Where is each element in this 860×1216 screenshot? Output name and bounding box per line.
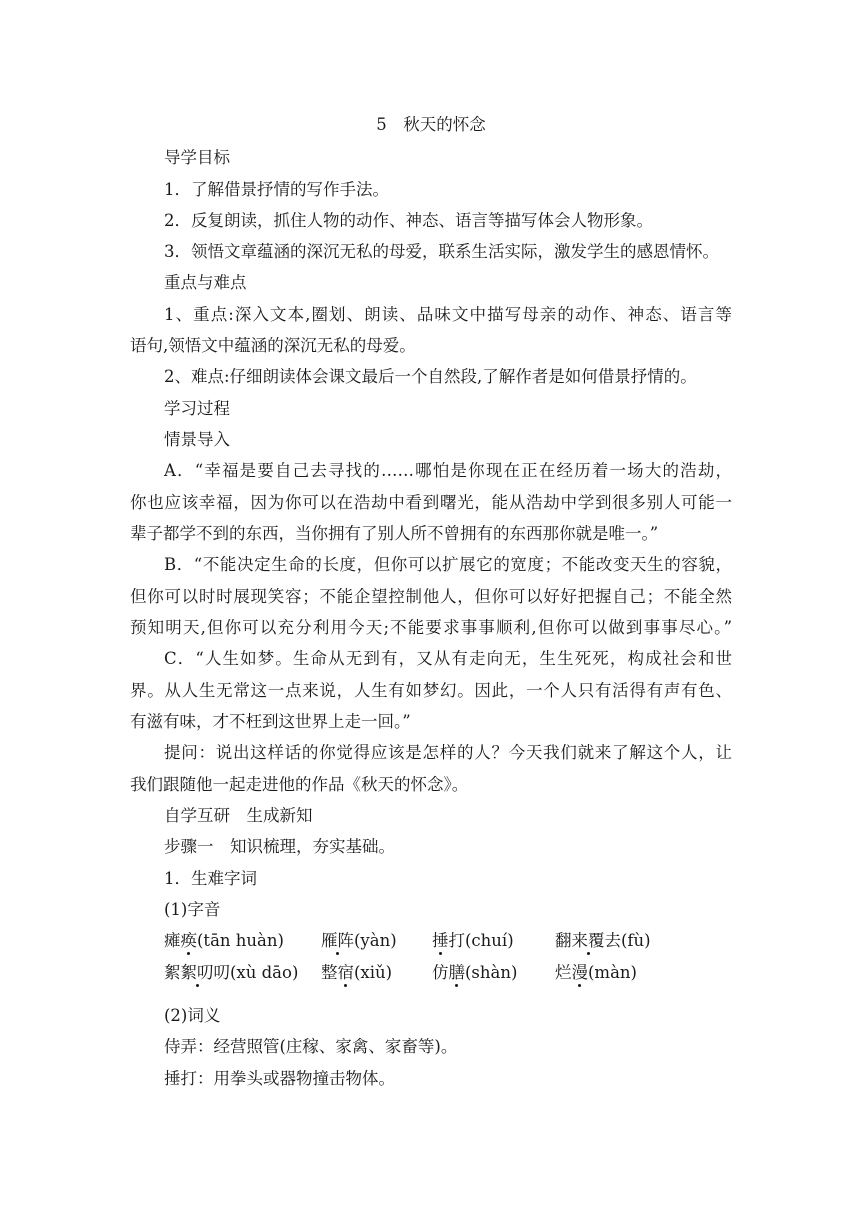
pinyin: (fù) <box>621 931 651 950</box>
pinyin: (tān huàn) <box>197 931 284 950</box>
quote-a-line2: 你也应该幸福，因为你可以在浩劫中看到曙光，能从浩劫中学到很多别人可能一 <box>130 493 732 512</box>
dotted-char: 漫 <box>571 963 588 982</box>
pinyin: (màn) <box>588 963 637 982</box>
word-text: 烂 <box>555 963 572 982</box>
pron-word-6 <box>321 963 392 983</box>
step-one-heading: 步骤一 知识梳理，夯实基础。 <box>164 837 395 856</box>
quote-a-line3: 辈子都学不到的东西，当你拥有了别人所不曾拥有的东西那你就是唯一。” <box>130 524 659 543</box>
word-text: 翻来 <box>555 931 588 950</box>
word-text: 阵 <box>337 931 354 950</box>
goal-item-3: 3．领悟文章蕴涵的深沉无私的母爱，联系生活实际，激发学生的感恩情怀。 <box>164 242 719 261</box>
meaning-item-1: 侍弄：经营照管(庄稼、家禽、家畜等)。 <box>164 1037 458 1056</box>
quote-c-line1: C．“人生如梦。生命从无到有，又从有走向无，生生死死，构成社会和世 <box>164 649 732 668</box>
dotted-char: 捶 <box>432 931 449 950</box>
page-title: 5 秋天的怀念 <box>376 115 486 134</box>
section-heading-process: 学习过程 <box>164 399 230 418</box>
pron-word-5 <box>164 963 298 983</box>
word-text: 叨叨 <box>197 963 230 982</box>
pronunciation-heading: (1)字音 <box>164 900 221 919</box>
word-text: 雁 <box>321 931 338 950</box>
meaning-heading: (2)词义 <box>164 1006 221 1025</box>
section-heading-intro: 情景导入 <box>164 430 230 449</box>
key-point-1-line2: 语句,领悟文中蕴涵的深沉无私的母爱。 <box>130 336 416 355</box>
quote-c-line2: 界。从人生无常这一点来说，人生有如梦幻。因此，一个人只有活得有声有色、 <box>130 681 732 700</box>
dotted-char: 痪 <box>180 931 197 950</box>
word-text: 覆去 <box>588 931 621 950</box>
goal-item-1: 1．了解借景抒情的写作手法。 <box>164 180 389 199</box>
words-heading: 1．生难字词 <box>164 869 257 888</box>
quote-b-line3: 预知明天,但你可以充分利用今天;不能要求事事顺利,但你可以做到事事尽心。” <box>130 618 732 637</box>
quote-c-line3: 有滋有味，才不枉到这世界上走一回。” <box>130 712 411 731</box>
key-point-1-line1: 1、重点:深入文本,圈划、朗读、品味文中描写母亲的动作、神态、语言等 <box>164 305 732 324</box>
pinyin: (xiǔ) <box>354 963 393 982</box>
word-text: 仿 <box>432 963 449 982</box>
section-heading-self-study: 自学互研 生成新知 <box>164 806 313 825</box>
question-line2: 我们跟随他一起走进他的作品《秋天的怀念》。 <box>130 775 469 794</box>
goal-item-2: 2．反复朗读，抓住人物的动作、神态、语言等描写体会人物形象。 <box>164 211 653 230</box>
word-text: 絮絮 <box>164 963 197 982</box>
pron-word-8 <box>555 963 637 983</box>
question-line1: 提问：说出这样话的你觉得应该是怎样的人？今天我们就来了解这个人，让 <box>164 743 732 762</box>
key-point-2: 2、难点:仔细朗读体会课文最后一个自然段,了解作者是如何借景抒情的。 <box>164 367 697 386</box>
quote-b-line1: B．“不能决定生命的长度，但你可以扩展它的宽度；不能改变天生的容貌， <box>164 555 732 574</box>
pinyin: (xù dāo) <box>230 963 299 982</box>
pinyin: (shàn) <box>465 963 518 982</box>
pinyin: (yàn) <box>354 931 397 950</box>
pron-word-7 <box>432 963 517 983</box>
word-text: 打 <box>448 931 465 950</box>
pron-word-3 <box>432 931 514 951</box>
section-heading-goals: 导学目标 <box>164 148 230 167</box>
pron-word-1 <box>164 931 284 951</box>
word-text: 瘫 <box>164 931 181 950</box>
word-text: 整 <box>321 963 338 982</box>
pron-word-2 <box>321 931 397 951</box>
meaning-item-2: 捶打：用拳头或器物撞击物体。 <box>164 1069 395 1088</box>
pinyin: (chuí) <box>465 931 514 950</box>
dotted-char: 宿 <box>337 963 354 982</box>
quote-b-line2: 但你可以时时展现笑容；不能企望控制他人，但你可以好好把握自己；不能全然 <box>130 587 732 606</box>
pron-word-4 <box>555 931 651 951</box>
dotted-char: 膳 <box>448 963 465 982</box>
quote-a-line1: A．“幸福是要自己去寻找的……哪怕是你现在正在经历着一场大的浩劫， <box>164 461 732 480</box>
section-heading-key-points: 重点与难点 <box>164 273 247 292</box>
